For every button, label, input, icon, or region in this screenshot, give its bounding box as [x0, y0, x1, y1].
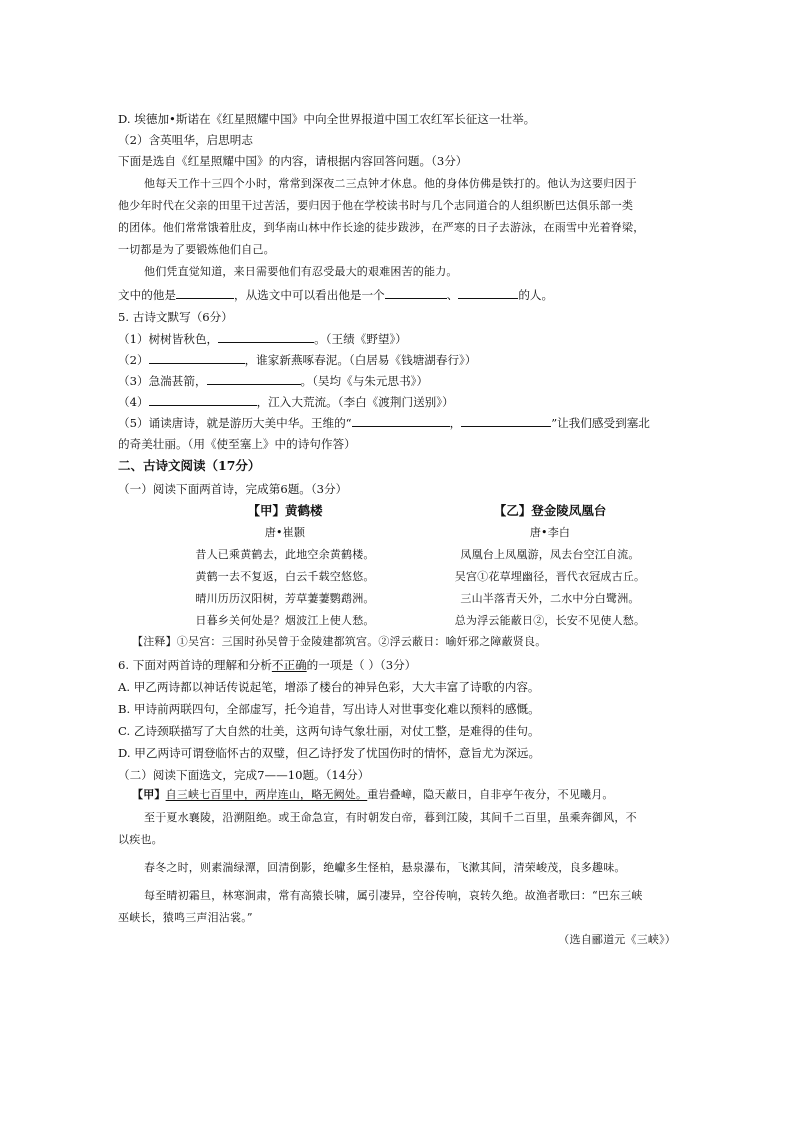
answer-blank[interactable]: [458, 287, 518, 299]
recitation-item-cont: 的奇美壮丽。（用《使至塞上》中的诗句作答）: [118, 437, 356, 451]
poem-yi-line: 凤凰台上凤凰游，凤去台空江自流。: [460, 548, 640, 561]
item-text: （4）: [118, 395, 149, 409]
poem-yi-line: 三山半落青天外，二水中分白鹭洲。: [460, 592, 640, 605]
stem-text: 6. 下面对两首诗的理解和分析: [118, 658, 272, 672]
poem-yi-title: 【乙】登金陵凤凰台: [493, 503, 607, 518]
recitation-item: [118, 331, 407, 347]
answer-blank[interactable]: [207, 373, 301, 385]
fill-question: [118, 287, 553, 303]
option-d: D. 甲乙两诗可谓登临怀古的双璧，但乙诗抒发了忧国伤时的情怀，意旨尤为深远。: [118, 746, 541, 760]
answer-blank[interactable]: [461, 415, 551, 427]
item-text: ”让我们感受到塞北: [551, 416, 650, 430]
answer-blank[interactable]: [149, 394, 257, 406]
answer-blank[interactable]: [149, 352, 245, 364]
stem-text: 的一项是（ ）（3分）: [306, 658, 417, 672]
excerpt-line: 他少年时代在父亲的田里干过苦活，要归因于他在学校读书时与几个志同道合的人组织断巴达俱乐部一类: [118, 199, 634, 212]
prose-source: （选自郦道元《三峡》）: [558, 933, 676, 946]
recitation-item: [118, 394, 454, 410]
question-6-stem: [118, 657, 416, 673]
poem-yi-line: 吴宫①花草埋幽径，晋代衣冠成古丘。: [454, 570, 646, 583]
poem-jia-line: 黄鹤一去不复返，白云千载空悠悠。: [195, 570, 375, 583]
prose-paragraph: [132, 787, 614, 803]
item-text: ，江入大荒流。（李白《渡荆门送别》）: [256, 395, 454, 409]
option-c: C. 乙诗颈联描写了大自然的壮美，这两句诗气象壮丽，对仗工整，是难得的佳句。: [118, 724, 540, 738]
recitation-item: [118, 352, 476, 368]
item-text: （5）诵读唐诗，就是游历大美中华。王维的“: [118, 416, 352, 430]
answer-blank[interactable]: [385, 287, 447, 299]
item-text: （2）: [118, 353, 149, 367]
item-text: ，: [449, 416, 462, 430]
prose-label: 【甲】: [132, 788, 166, 801]
subquestion-heading: （2）含英咀华，启思明志: [118, 133, 253, 147]
poem-jia-author: 唐•崔颢: [264, 526, 306, 539]
stem-emphasis: 不正确: [271, 658, 307, 672]
item-text: （1）树树皆秋色，: [118, 332, 219, 346]
fill-text: 、: [446, 288, 459, 302]
answer-blank[interactable]: [218, 331, 314, 343]
option-d-line: D. 埃德加•斯诺在《红星照耀中国》中向全世界报道中国工农红军长征这一壮举。: [118, 112, 536, 126]
item-text: 。（王绩《野望》）: [314, 332, 407, 346]
prose-underlined: 自三峡七百里中，两岸连山，略无阙处。: [165, 788, 368, 801]
poem-yi-author: 唐•李白: [529, 526, 571, 539]
question-5-heading: 5. 古诗文默写（6分）: [118, 310, 233, 324]
item-text: （3）急湍甚箭，: [118, 374, 207, 388]
prose-paragraph: 每至晴初霜旦，林寒涧肃，常有高猿长啸，属引凄异，空谷传响，哀转久绝。故渔者歌曰：“巴东三峡: [144, 889, 643, 902]
poem-jia-title: 【甲】黄鹤楼: [247, 503, 323, 518]
answer-blank[interactable]: [352, 415, 450, 427]
answer-blank[interactable]: [176, 287, 234, 299]
option-a: A. 甲乙两诗都以神话传说起笔，增添了楼台的神异色彩，大大丰富了诗歌的内容。: [118, 680, 540, 694]
poem-jia-line: 晴川历历汉阳树，芳草萋萋鹦鹉洲。: [195, 592, 375, 605]
prose-text: 重岩叠嶂，隐天蔽日，自非亭午夜分，不见曦月。: [367, 788, 614, 801]
recitation-item: [118, 373, 428, 389]
instruction-line: 下面是选自《红星照耀中国》的内容，请根据内容回答问题。（3分）: [118, 154, 468, 168]
option-b: B. 甲诗前两联四句，全部虚写，托今追昔，写出诗人对世事变化难以预料的感慨。: [118, 702, 540, 716]
prose-paragraph: 春冬之时，则素湍绿潭，回清倒影，绝巘多生怪柏，悬泉瀑布，飞漱其间，清荣峻茂，良多趣味。: [144, 861, 626, 874]
poem-annotation: 【注释】①吴宫：三国时孙吴曾于金陵建都筑宫。②浮云蔽日：喻奸邪之障蔽贤良。: [132, 635, 547, 648]
excerpt-line: 他每天工作十三四个小时，常常到深夜二三点钟才休息。他的身体仿佛是铁打的。他认为这要归因于: [144, 177, 637, 190]
fill-text: 文中的他是: [118, 288, 176, 302]
excerpt-line: 的团体。他们常常饿着肚皮，到华南山林中作长途的徒步跋涉，在严寒的日子去游泳，在雨雪中光着脊梁，: [118, 221, 645, 234]
recitation-item: [118, 415, 650, 431]
section-2-heading: 二、古诗文阅读（17分）: [118, 458, 261, 473]
subsection-1-heading: （一）阅读下面两首诗，完成第6题。（3分）: [118, 482, 348, 496]
fill-text: ，从选文中可以看出他是一个: [233, 288, 385, 302]
excerpt-line: 他们凭直觉知道，来日需要他们有忍受最大的艰难困苦的能力。: [144, 265, 458, 278]
poem-yi-line: 总为浮云能蔽日②，长安不见使人愁。: [454, 614, 646, 627]
excerpt-line: 一切都是为了要锻炼他们自己。: [118, 243, 275, 256]
item-text: 。（吴均《与朱元思书》）: [300, 374, 429, 388]
fill-text: 的人。: [518, 288, 554, 302]
item-text: ，谁家新燕啄春泥。（白居易《钱塘湖春行》）: [244, 353, 477, 367]
prose-paragraph: 以疾也。: [118, 833, 163, 846]
prose-paragraph: 至于夏水襄陵，沿溯阻绝。或王命急宣，有时朝发白帝，暮到江陵，其间千二百里，虽乘奔御风，不: [144, 811, 637, 824]
subsection-2-heading: （二）阅读下面选文，完成7——10题。（14分）: [118, 768, 370, 782]
poem-jia-line: 日暮乡关何处是？烟波江上使人愁。: [195, 614, 375, 627]
prose-paragraph: 巫峡长，猿鸣三声泪沾裳。”: [118, 911, 253, 924]
poem-jia-line: 昔人已乘黄鹤去，此地空余黄鹤楼。: [195, 548, 375, 561]
